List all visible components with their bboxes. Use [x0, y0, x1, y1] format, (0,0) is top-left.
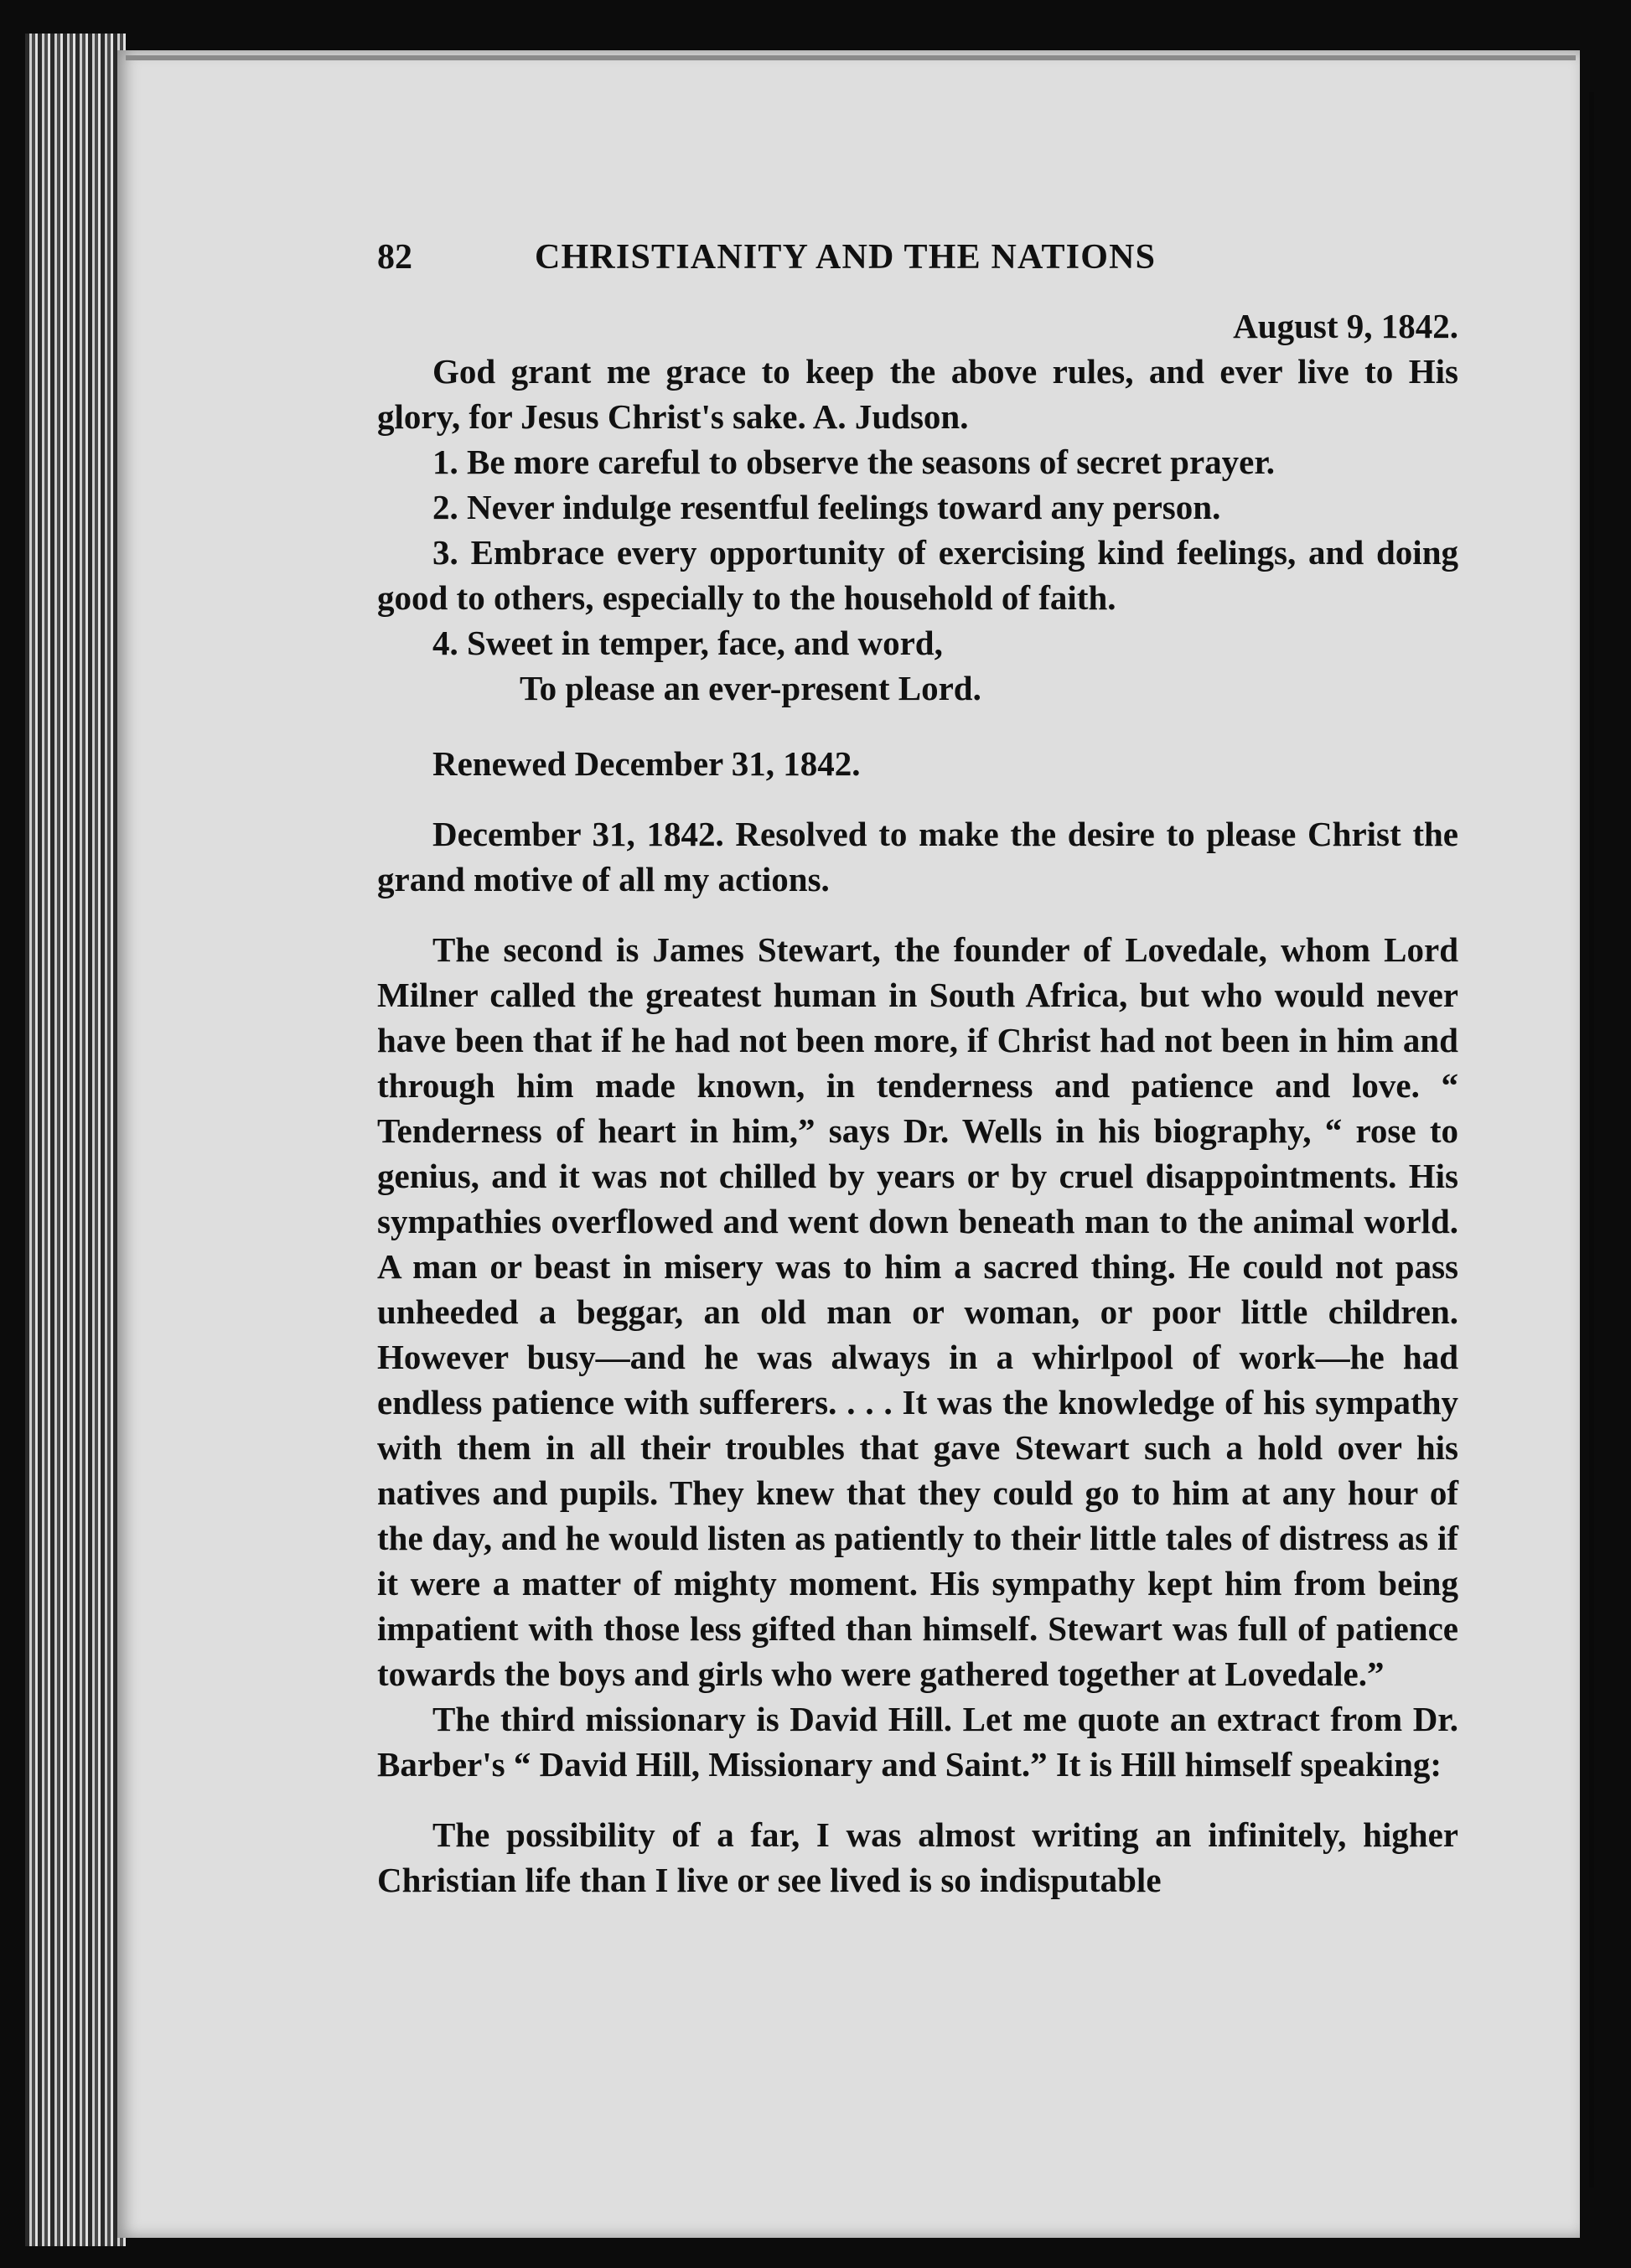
prayer-text: God grant me grace to keep the above rules, and ever live to His glory, for Jesus Christ's sake. A. Judson. — [377, 352, 1458, 436]
hill-extract: The possibility of a far, I was almost writing an infinitely, higher Christian life than I live or see lived is so indisputable — [377, 1815, 1458, 1899]
rule-4-line-1: 4. Sweet in temper, face, and word, — [432, 624, 943, 662]
top-page-edge — [126, 55, 1576, 60]
rule-4-line-2: To please an ever-present Lord. — [520, 669, 981, 707]
page-header — [377, 235, 1458, 285]
dateline: August 9, 1842. — [1233, 307, 1458, 345]
rule-2: 2. Never indulge resentful feelings toward any person. — [432, 488, 1221, 526]
resolution-paragraph: December 31, 1842. Resolved to make the desire to please Christ the grand motive of all my actions. — [377, 815, 1458, 898]
renewed-note: Renewed December 31, 1842. — [432, 744, 861, 783]
running-head: CHRISTIANITY AND THE NATIONS — [535, 238, 1157, 277]
right-page-edge — [1589, 92, 1594, 2188]
page-number: 82 — [377, 238, 412, 277]
rule-3: 3. Embrace every opportunity of exercising kind feelings, and doing good to others, especially to the household of faith. — [377, 533, 1458, 617]
page-text — [377, 235, 1458, 1903]
page-edges — [25, 34, 126, 2246]
rule-1: 1. Be more careful to observe the seasons of secret prayer. — [432, 443, 1276, 481]
hill-paragraph: The third missionary is David Hill. Let me quote an extract from Dr. Barber's “ David Hill, Missionary and Saint.” It is Hill himself speaking: — [377, 1700, 1458, 1784]
stewart-paragraph: The second is James Stewart, the founder of Lovedale, whom Lord Milner called the greatest human in South Africa, but who would never have been that if he had not been more, if Christ had not been in him and through him made known, in tenderness and patience and love. “ Tenderness of heart in him,” says Dr. Wells in his biography, “ rose to genius, and it was not chilled by years or by cruel disappointments. His sympathies overflowed and went down beneath man to the animal world. A man or beast in misery was to him a sacred thing. He could not pass unheeded a beggar, an old man or woman, or poor little children. However busy—and he was always in a whirlpool of work—he had endless patience with sufferers. . . . It was the knowledge of his sympathy with them in all their troubles that gave Stewart such a hold over his natives and pupils. They knew that they could go to him at any hour of the day, and he would listen as patiently to their little tales of distress as if it were a matter of mighty moment. His sympathy kept him from being impatient with those less gifted than himself. Stewart was full of patience towards the boys and girls who were gathered together at Lovedale.” — [377, 930, 1458, 1693]
